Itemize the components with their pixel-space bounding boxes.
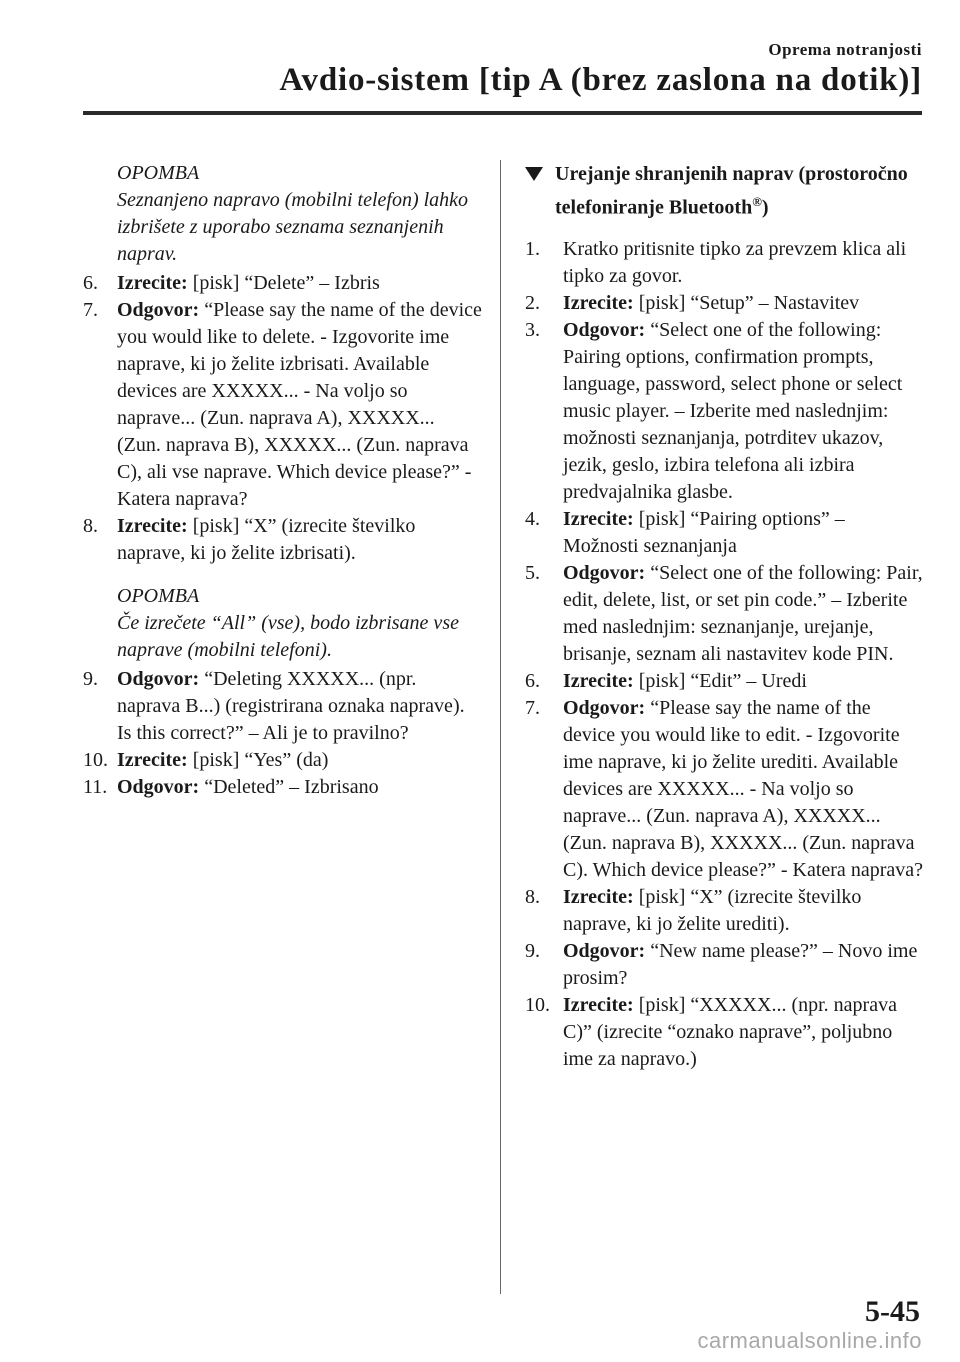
step-number: 5. (525, 561, 540, 584)
note-box (83, 583, 483, 664)
step-number: 10. (525, 993, 550, 1016)
steps-list (525, 236, 925, 1073)
list-item (83, 747, 483, 774)
column-divider (500, 160, 501, 1294)
step-number: 1. (525, 237, 540, 260)
step-label: Odgovor: (117, 299, 200, 321)
list-item (83, 513, 483, 567)
heading-text: Urejanje shranjenih naprav (prostoročno telefoniranje Bluetooth (555, 163, 908, 219)
step-number: 9. (83, 668, 98, 690)
step-text: [pisk] “Yes” (da) (192, 749, 329, 771)
step-label: Odgovor: (117, 776, 200, 798)
step-text: [pisk] “Setup” – Nastavitev (638, 291, 860, 314)
step-text: “Please say the name of the device you would like to delete. - Izgovorite ime naprave, ki jo želite izbrisati. Available devices are XXXXX... - Na voljo so naprave... (Zun. naprava A), XXXXX... (Zun. naprava B), XXXXX... (Zun. naprava C), ali vse naprave. Which device please?” - Katera naprava? (117, 299, 482, 510)
list-item (525, 938, 925, 992)
list-item (525, 317, 925, 506)
step-number: 7. (83, 299, 98, 321)
left-column (83, 160, 483, 801)
note-title: OPOMBA (117, 585, 200, 607)
section-name: Oprema notranjosti (768, 40, 922, 59)
right-column (525, 160, 925, 1073)
step-number: 6. (525, 669, 540, 692)
heading-close: ) (761, 196, 769, 219)
list-item (525, 506, 925, 560)
triangle-bullet-icon (525, 167, 543, 181)
step-text: “Deleting XXXXX... (npr. naprava B...) (registrirana oznaka naprave). Is this correct?” – Ali je to pravilno? (117, 668, 465, 744)
step-text: [pisk] “Delete” – Izbris (192, 272, 380, 294)
step-text: [pisk] “Pairing options” – Možnosti seznanjanja (563, 507, 845, 557)
step-label: Odgovor: (563, 561, 646, 584)
list-item (83, 666, 483, 747)
list-item (525, 668, 925, 695)
step-label: Izrecite: (563, 291, 634, 314)
step-number: 8. (83, 515, 98, 537)
step-number: 8. (525, 885, 540, 908)
list-item (83, 270, 483, 297)
step-label: Odgovor: (563, 939, 646, 962)
step-label: Odgovor: (563, 696, 646, 719)
list-item (83, 297, 483, 513)
step-label: Izrecite: (563, 669, 634, 692)
header-rule (83, 111, 922, 115)
step-label: Odgovor: (117, 668, 200, 690)
step-label: Izrecite: (563, 993, 634, 1016)
step-text: [pisk] “X” (izrecite številko naprave, ki jo želite izbrisati). (117, 515, 416, 564)
note-text: Če izrečete “All” (vse), bodo izbrisane vse naprave (mobilni telefoni). (117, 612, 459, 661)
step-label: Izrecite: (563, 507, 634, 530)
list-item (525, 884, 925, 938)
list-item (525, 290, 925, 317)
step-number: 4. (525, 507, 540, 530)
note-box (83, 160, 483, 268)
step-label: Odgovor: (563, 318, 646, 341)
step-text: “Select one of the following: Pairing options, confirmation prompts, language, password, select phone or select music player. – Izberite med naslednjim: možnosti seznanjanja, potrditev ukazov, jezik, geslo, izbira telefona ali izbira predvajalnika glasbe. (563, 318, 903, 503)
step-number: 3. (525, 318, 540, 341)
step-text: Kratko pritisnite tipko za prevzem klica ali tipko za govor. (563, 237, 907, 287)
step-text: “New name please?” – Novo ime prosim? (563, 939, 918, 989)
step-number: 10. (83, 749, 108, 771)
step-text: [pisk] “X” (izrecite številko naprave, ki jo želite urediti). (563, 885, 862, 935)
list-item (525, 560, 925, 668)
note-title: OPOMBA (117, 162, 200, 184)
step-label: Izrecite: (117, 515, 188, 537)
step-text: “Select one of the following: Pair, edit, delete, list, or set pin code.” – Izberite med naslednjim: seznanjanje, urejanje, brisanje, seznam ali nastavitev kode PIN. (563, 561, 923, 665)
step-number: 6. (83, 272, 98, 294)
list-item (525, 992, 925, 1073)
list-item (525, 695, 925, 884)
step-label: Izrecite: (117, 749, 188, 771)
list-item (525, 236, 925, 290)
note-text: Seznanjeno napravo (mobilni telefon) lahko izbrišete z uporabo seznama seznanjenih naprav. (117, 189, 469, 265)
step-number: 7. (525, 696, 540, 719)
step-number: 2. (525, 291, 540, 314)
registered-mark: ® (752, 194, 762, 209)
step-text: [pisk] “XXXXX... (npr. naprava C)” (izrecite “oznako naprave”, poljubno ime za napravo.) (563, 993, 897, 1070)
page-number: 5-45 (865, 1295, 920, 1328)
section-heading (525, 160, 925, 222)
list-item (83, 774, 483, 801)
step-text: [pisk] “Edit” – Uredi (638, 669, 807, 692)
step-text: “Deleted” – Izbrisano (204, 776, 379, 798)
watermark-text: carmanualsonline.info (697, 1328, 922, 1353)
step-number: 9. (525, 939, 540, 962)
step-text: “Please say the name of the device you would like to edit. - Izgovorite ime naprave, ki jo želite urediti. Available devices are XXXXX... - Na voljo so naprave... (Zun. naprava A), XXXXX... (Zun. naprava B), XXXXX... (Zun. naprava C). Which device please?” - Katera naprava? (563, 696, 923, 881)
page-title: Avdio-sistem [tip A (brez zaslona na dotik)] (279, 62, 922, 98)
step-number: 11. (83, 776, 108, 798)
spacer (83, 567, 483, 583)
step-label: Izrecite: (117, 272, 188, 294)
step-label: Izrecite: (563, 885, 634, 908)
